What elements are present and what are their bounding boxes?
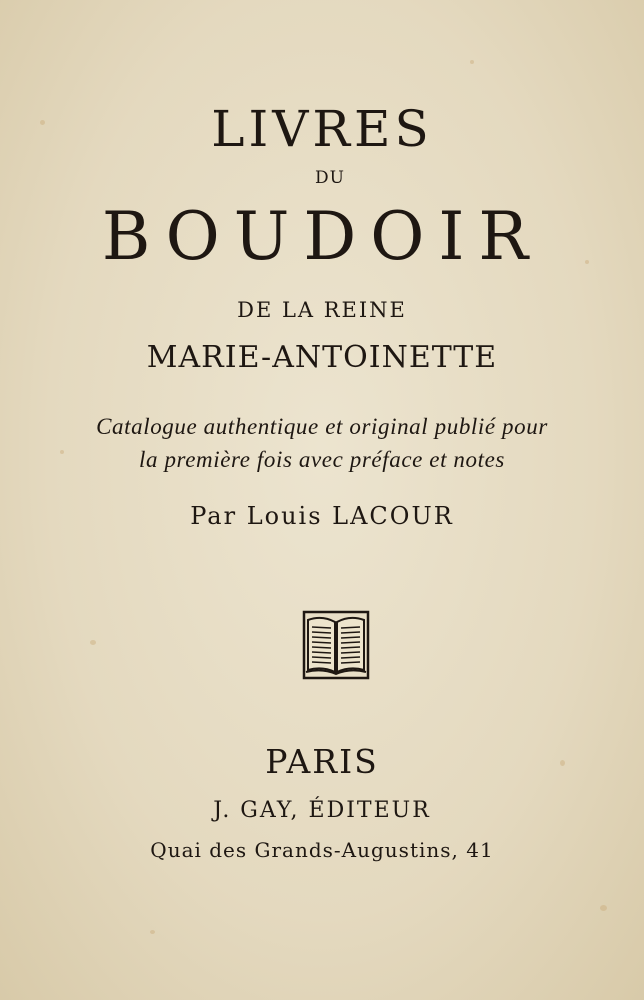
title-boudoir: BOUDOIR <box>101 198 543 275</box>
title-livres: LIVRES <box>211 100 433 158</box>
subtitle-line-2: la première fois avec préface et notes <box>139 447 505 472</box>
title-marie-antoinette: MARIE-ANTOINETTE <box>146 340 498 375</box>
imprint-address: Quai des Grands-Augustins, 41 <box>150 838 494 862</box>
imprint-place: PARIS <box>265 742 379 781</box>
subtitle-line-1: Catalogue authentique et original publié pour <box>96 414 548 439</box>
title-du: DU <box>315 168 345 188</box>
open-book-icon <box>302 610 370 680</box>
paper-spot <box>90 640 96 645</box>
subtitle <box>0 410 644 476</box>
paper-spot <box>470 60 474 64</box>
paper-spot <box>600 905 607 911</box>
author-line: Par Louis LACOUR <box>190 502 454 530</box>
paper-spot <box>150 930 155 934</box>
title-de-la-reine: DE LA REINE <box>237 298 407 322</box>
imprint-publisher: J. GAY, ÉDITEUR <box>213 798 431 823</box>
